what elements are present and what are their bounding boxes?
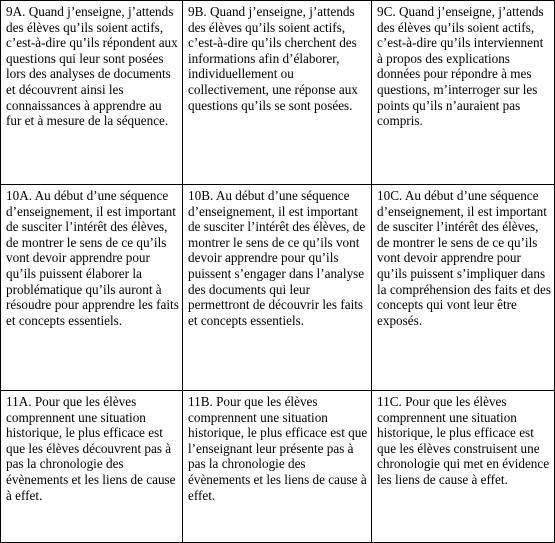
table-cell-9b (183, 1, 372, 185)
table-cell-10c (372, 185, 554, 391)
table-cell-9c (372, 1, 554, 185)
table-cell-11a (1, 391, 183, 542)
cell-text: 11A. Pour que les élèves comprennent une situation historique, le plus efficace est que les élèves découvrent pas à pas la chronologie des évènements et les liens de cause à effet. (6, 394, 176, 503)
table-cell-10b (183, 185, 372, 391)
cell-text: 10C. Au début d’une séquence d’enseignement, il est important de susciter l’intérêt des élèves, de montrer le sens de ce qu’ils vont devoir apprendre pour qu’ils puissent s’impliquer dans la compréhension des faits et des concepts qui vont leur être exposés. (377, 188, 551, 328)
cell-text: 10B. Au début d’une séquence d’enseignement, il est important de susciter l’intérêt des élèves, de montrer le sens de ce qu’ils vont devoir apprendre pour qu’ils puissent s’engager dans l’analyse des documents qui leur permettront de découvrir les faits et concepts essentiels. (188, 188, 366, 328)
cell-text: 10A. Au début d’une séquence d’enseignement, il est important de susciter l’intérêt des élèves, de montrer le sens de ce qu’ils vont devoir apprendre pour qu’ils puissent élaborer la problématique qu’ils auront à résoudre pour apprendre les faits et concepts essentiels. (6, 188, 179, 328)
cell-text: 11C. Pour que les élèves comprennent une situation historique, le plus efficace est que les élèves construisent une chronologie qui met en évidence les liens de cause à effet. (377, 394, 550, 487)
cell-text: 9C. Quand j’enseigne, j’attends des élèves qu’ils soient actifs, c’est-à-dire qu’ils interviennent à propos des explications données pour répondre à mes questions, m’interroger sur les points qu’ils n’auraient pas compris. (377, 4, 544, 129)
cell-text: 9B. Quand j’enseigne, j’attends des élèves qu’ils soient actifs, c’est-à-dire qu’ils cherchent des informations afin d’élaborer, individuellement ou collectivement, une réponse aux questions qu’ils se sont posées. (188, 4, 358, 113)
table-cell-11b (183, 391, 372, 542)
table-cell-11c (372, 391, 554, 542)
table-cell-10a (1, 185, 183, 391)
table-cell-9a (1, 1, 183, 185)
cell-text: 11B. Pour que les élèves comprennent une situation historique, le plus efficace est que l’enseignant leur présente pas à pas la chronologie des évènements et les liens de cause à effet. (188, 394, 368, 503)
cell-text: 9A. Quand j’enseigne, j’attends des élèves qu’ils soient actifs, c’est-à-dire qu’ils répondent aux questions qui leur sont posées lors des analyses de documents et découvrent ainsi les connaissances à apprendre au fur et à mesure de la séquence. (6, 4, 178, 129)
